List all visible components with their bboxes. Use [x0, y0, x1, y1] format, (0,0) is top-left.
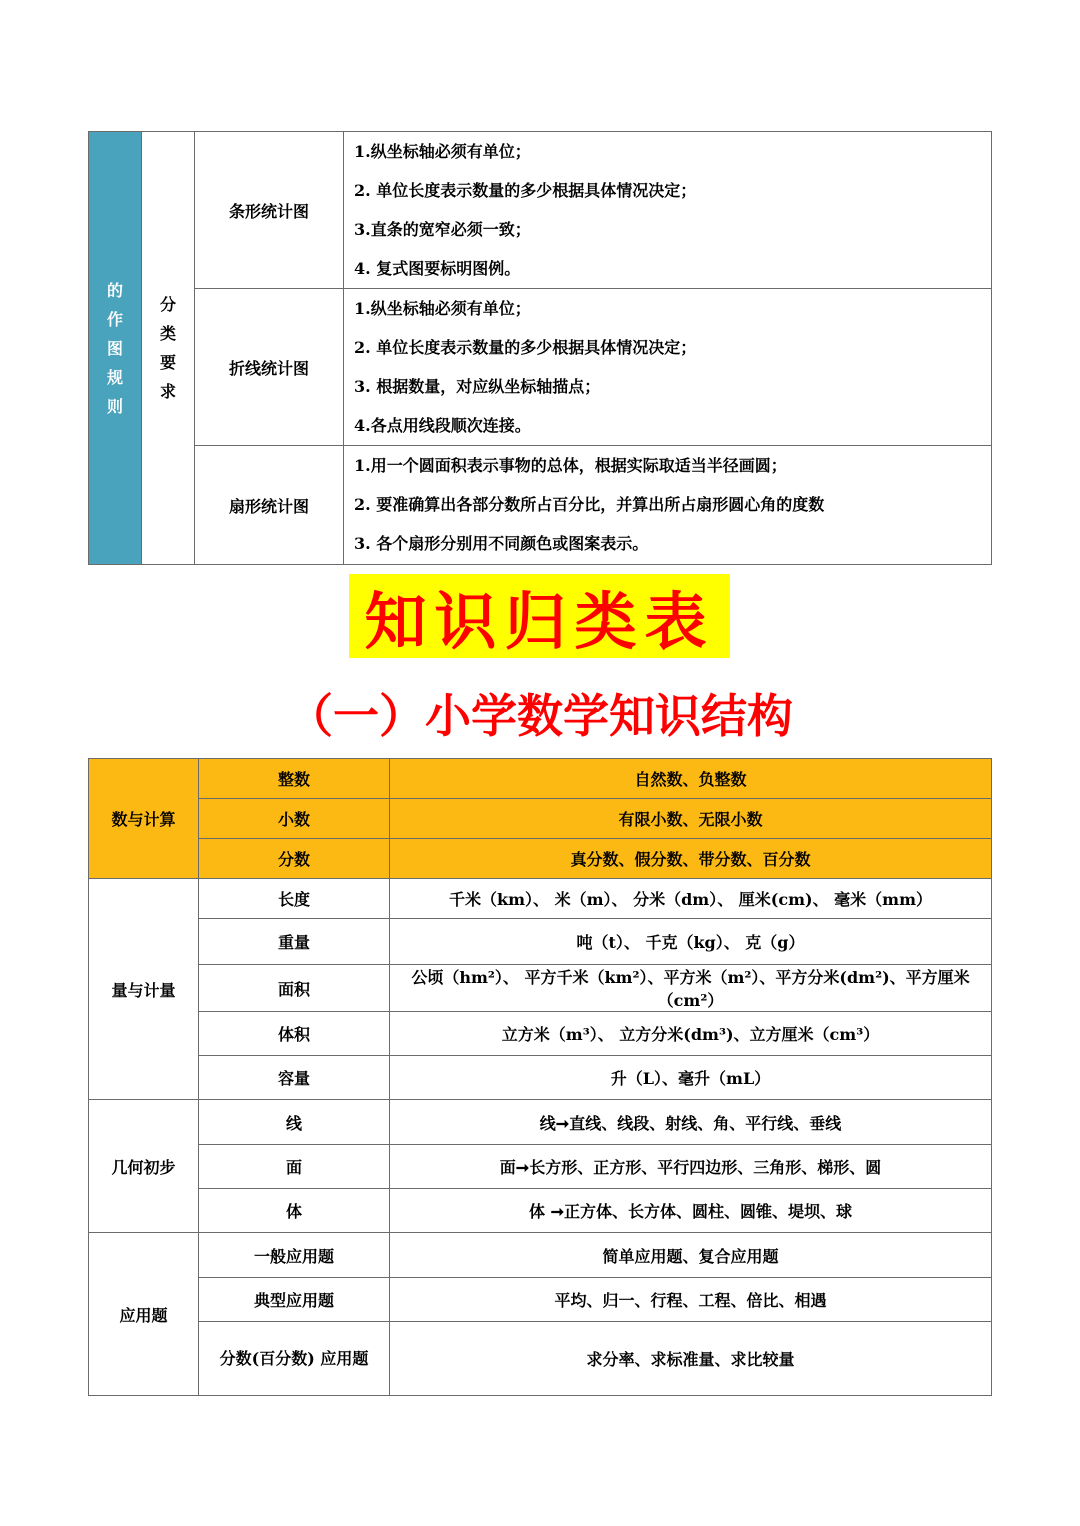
table-row [89, 839, 992, 879]
table-row [89, 1278, 992, 1322]
item-content: 有限小数、无限小数 [390, 799, 992, 839]
item-content: 立方米（m³）、 立方分米(dm³)、立方厘米（cm³） [390, 1012, 992, 1056]
section-title: （一）小学数学知识结构 [287, 689, 793, 743]
rule-item: 1.纵坐标轴必须有单位； [354, 299, 531, 318]
category-measurement: 量与计量 [89, 879, 199, 1100]
rule-item: 3. 根据数量，对应纵坐标轴描点； [354, 377, 601, 396]
table-row [89, 1322, 992, 1396]
table-row [89, 1189, 992, 1233]
section-label: 的作图规则 [107, 280, 124, 416]
chart-type-pie: 扇形统计图 [195, 446, 344, 565]
table-row [89, 1145, 992, 1189]
rule-item: 2. 要准确算出各部分数所占百分比，并算出所占扇形圆心角的度数 [354, 495, 825, 514]
category-word-problems: 应用题 [89, 1233, 199, 1396]
item-content: 真分数、假分数、带分数、百分数 [390, 839, 992, 879]
item-content: 简单应用题、复合应用题 [390, 1233, 992, 1278]
item-content: 吨（t）、 千克（kg）、 克（g） [390, 919, 992, 965]
table-row [89, 1233, 992, 1278]
item-name: 整数 [199, 759, 390, 799]
item-name: 体 [199, 1189, 390, 1233]
item-content: 求分率、求标准量、求比较量 [390, 1322, 992, 1396]
subsection-label: 分类要求 [160, 295, 177, 401]
category-number: 数与计算 [89, 759, 199, 879]
table-row [89, 759, 992, 799]
chart-rules-table [88, 131, 992, 565]
chart-type-line: 折线统计图 [195, 289, 344, 446]
table-row [89, 965, 992, 1012]
main-title: 知识归类表 [364, 584, 715, 658]
rule-item: 1.用一个圆面积表示事物的总体，根据实际取适当半径画圆； [354, 456, 787, 475]
item-content: 体 ➞正方体、长方体、圆柱、圆锥、堤坝、球 [390, 1189, 992, 1233]
main-title-highlight [349, 574, 730, 658]
item-name: 线 [199, 1100, 390, 1145]
item-name: 面积 [199, 965, 390, 1012]
knowledge-structure-table [88, 758, 992, 1396]
item-name: 长度 [199, 879, 390, 919]
item-name: 小数 [199, 799, 390, 839]
subsection-label-cell [142, 132, 195, 565]
table-row [89, 1056, 992, 1100]
category-geometry: 几何初步 [89, 1100, 199, 1233]
table-row [89, 919, 992, 965]
pie-chart-rules [344, 446, 992, 565]
item-name: 容量 [199, 1056, 390, 1100]
item-name: 重量 [199, 919, 390, 965]
item-name: 体积 [199, 1012, 390, 1056]
rule-item: 3. 各个扇形分别用不同颜色或图案表示。 [354, 534, 649, 553]
rule-item: 2. 单位长度表示数量的多少根据具体情况决定； [354, 181, 697, 200]
table-row [89, 799, 992, 839]
item-name: 分数 [199, 839, 390, 879]
bar-chart-rules [344, 132, 992, 289]
item-content: 面➞长方形、正方形、平行四边形、三角形、梯形、圆 [390, 1145, 992, 1189]
rule-item: 2. 单位长度表示数量的多少根据具体情况决定； [354, 338, 697, 357]
rule-item: 4.各点用线段顺次连接。 [354, 416, 531, 435]
rule-item: 1.纵坐标轴必须有单位； [354, 142, 531, 161]
line-chart-rules [344, 289, 992, 446]
table-row [89, 1100, 992, 1145]
chart-type-bar: 条形统计图 [195, 132, 344, 289]
section-label-cell [89, 132, 142, 565]
item-content: 升（L）、毫升（mL） [390, 1056, 992, 1100]
item-name: 分数(百分数) 应用题 [199, 1322, 390, 1396]
item-content: 千米（km）、 米（m）、 分米（dm）、 厘米(cm)、 毫米（mm） [390, 879, 992, 919]
rule-item: 4. 复式图要标明图例。 [354, 259, 521, 278]
table-row [89, 879, 992, 919]
item-name: 一般应用题 [199, 1233, 390, 1278]
item-content: 线➞直线、线段、射线、角、平行线、垂线 [390, 1100, 992, 1145]
item-name: 面 [199, 1145, 390, 1189]
table-row [89, 1012, 992, 1056]
item-content: 平均、归一、行程、工程、倍比、相遇 [390, 1278, 992, 1322]
rule-item: 3.直条的宽窄必须一致； [354, 220, 531, 239]
item-name: 典型应用题 [199, 1278, 390, 1322]
item-content: 自然数、负整数 [390, 759, 992, 799]
item-content: 公顷（hm²）、 平方千米（km²）、平方米（m²）、平方分米(dm²)、平方厘米（cm²） [390, 965, 992, 1012]
